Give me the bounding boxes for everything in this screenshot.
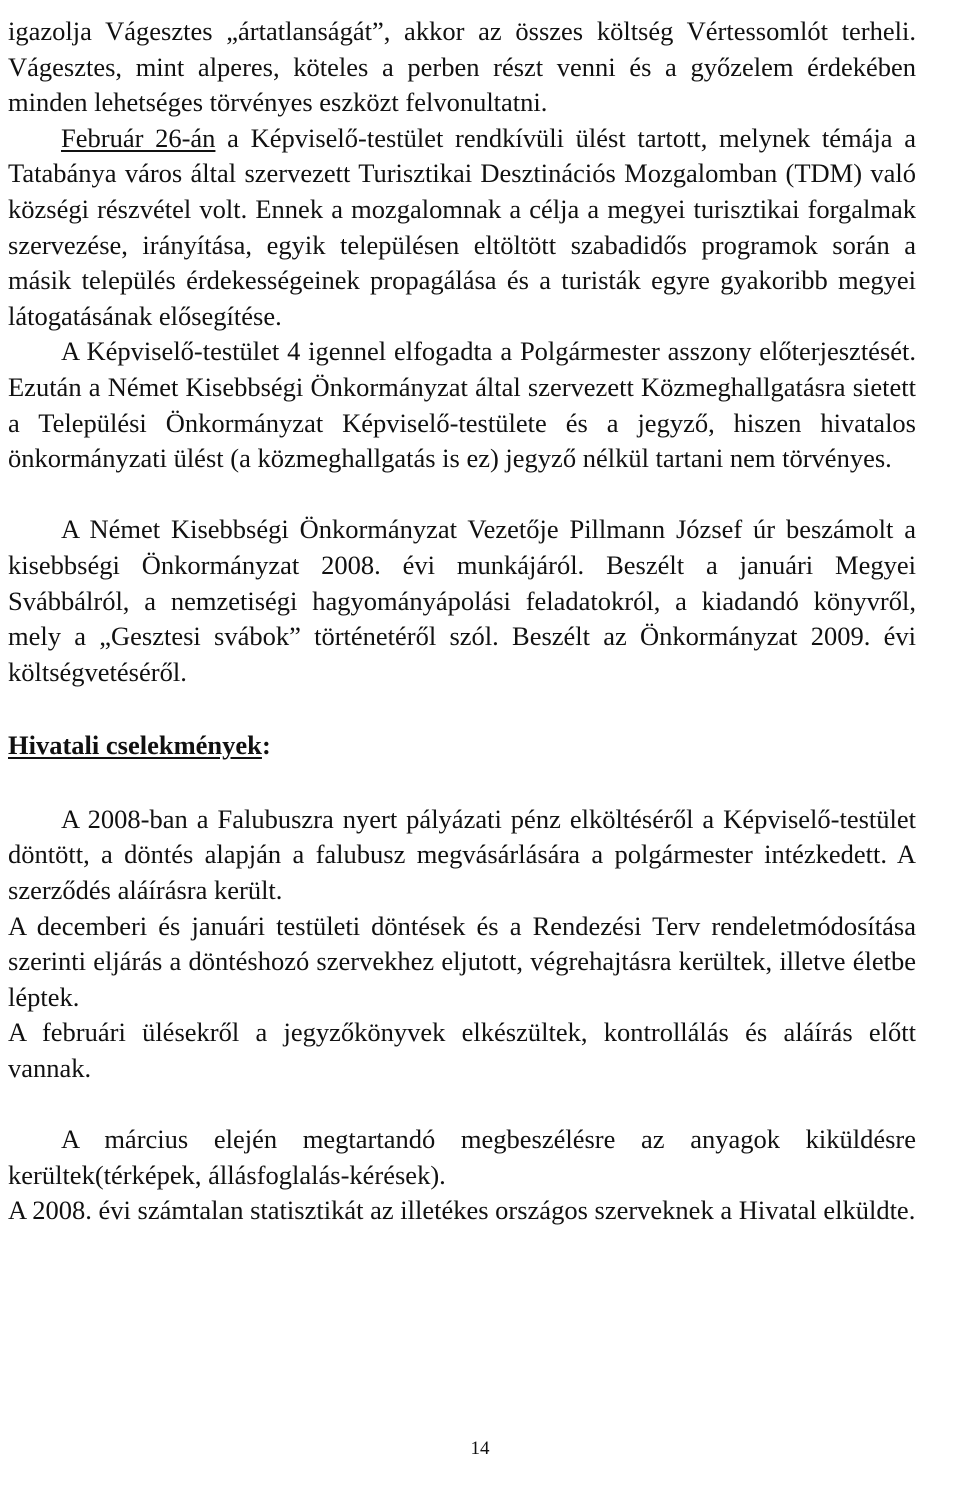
paragraph-march-meeting: A március elején megtartandó megbeszélésre az anyagok kiküldésre kerültek(térképek, állásfoglalás-kérések). [8,1124,916,1190]
section-heading [8,728,916,764]
paragraph-decisions: A decemberi és januári testületi döntések és a Rendezési Terv rendeletmódosítása szerinti eljárás a döntéshozó szervekhez eljutott, végrehajtásra kerültek, illetve életbe léptek. [8,910,916,1012]
paragraph-statistics: A 2008. évi számtalan statisztikát az illetékes országos szerveknek a Hivatal elküldte. [8,1195,916,1226]
paragraph-lawsuit: igazolja Vágesztes „ártatlanságát”, akkor az összes költség Vértessomlót terheli. Vágesztes, mint alperes, köteles a perben részt venni és a győzelem érdekében minden lehetséges törvényes eszközt felvonultatni. [8,16,916,118]
document-body [8,14,916,1229]
page-number: 14 [470,1438,490,1459]
paragraph-minority-report: A Német Kisebbségi Önkormányzat Vezetője Pillmann József úr beszámolt a kisebbségi Önkormányzat 2008. évi munkájáról. Beszélt a januári Megyei Svábbálról, a nemzetiségi hagyományápolási feladatokról, a kiadandó könyvről, mely a „Gesztesi svábok” történetéről szól. Beszélt az Önkormányzat 2009. évi költségvetéséről. [8,514,916,687]
paragraph-minutes: A februári ülésekről a jegyzőkönyvek elkészültek, kontrollálás és aláírás előtt vannak. [8,1017,916,1084]
section-heading-text: Hivatali cselekmények [8,730,262,761]
paragraph-tdm-text: a Képviselő-testület rendkívüli ülést tartott, melynek témája a Tatabánya város által szervezett Turisztikai Desztinációs Mozgalomban (TDM) való községi részvétel volt. Ennek a mozgalomnak a célja a megyei turisztikai forgalmak szervezése, irányítása, egyik településen eltöltött szabadidős programok során a másik település érdekességeinek propagálása és a turisták egyre gyakoribb megyei látogatásának elősegítése. [8,122,917,331]
paragraph-village-bus: A 2008-ban a Falubuszra nyert pályázati pénz elköltéséről a Képviselő-testület döntött, a döntés alapján a falubusz megvásárlására a polgármester intézkedett. A szerződés aláírásra került. [8,803,916,906]
paragraph-tdm-meeting [8,121,916,335]
meeting-date: Február 26-án [61,122,216,153]
paragraph-vote: A Képviselő-testület 4 igennel elfogadta a Polgármester asszony előterjesztését. Ezután a Német Kisebbségi Önkormányzat által szervezett Közmeghallgatásra sietett a Települési Önkormányzat Képviselő-testülete és a jegyző, hiszen hivatalos önkormányzati ülést (a közmeghallgatás is ez) jegyző nélkül tartani nem törvényes. [8,336,916,474]
section-heading-colon: : [261,730,271,761]
